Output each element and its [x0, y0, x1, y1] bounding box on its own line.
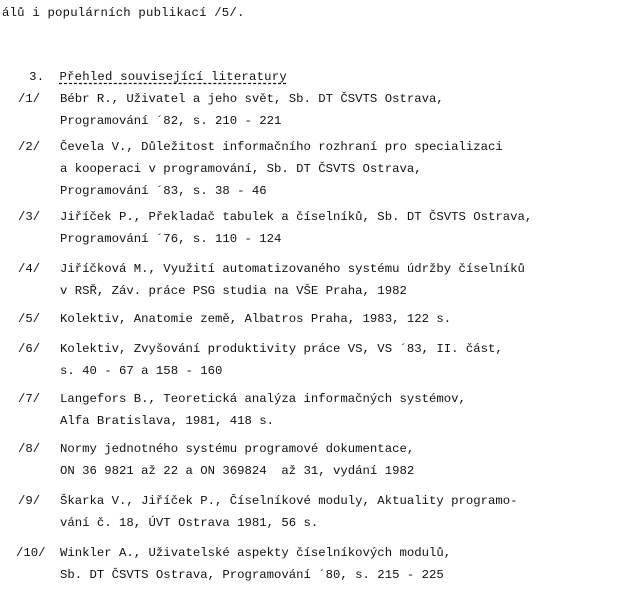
reference-number: /8/ — [18, 442, 41, 456]
reference-number: /3/ — [18, 210, 41, 224]
section-title: Přehled související literatury — [59, 70, 287, 84]
reference-line: Programování ´76, s. 110 - 124 — [60, 232, 282, 246]
reference-line: Winkler A., Uživatelské aspekty číselníkových modulů, — [60, 546, 452, 560]
section-number: 3. — [29, 70, 45, 84]
reference-number: /6/ — [18, 342, 41, 356]
reference-number: /2/ — [18, 140, 41, 154]
section-heading — [14, 44, 287, 88]
reference-line: Škarka V., Jiříček P., Číselníkové moduly, Aktuality programo- — [60, 494, 518, 508]
reference-number: /1/ — [18, 92, 41, 106]
reference-number: /4/ — [18, 262, 41, 276]
reference-line: vání č. 18, ÚVT Ostrava 1981, 56 s. — [60, 516, 319, 530]
reference-number: /10/ — [16, 546, 46, 560]
reference-line: Alfa Bratislava, 1981, 418 s. — [60, 414, 275, 428]
reference-line: Čevela V., Důležitost informačního rozhraní pro specializaci — [60, 140, 503, 154]
intro-line: álů i populárních publikací /5/. — [2, 6, 245, 20]
reference-line: Jiříček P., Překladač tabulek a číselníků, Sb. DT ČSVTS Ostrava, — [60, 210, 533, 224]
reference-line: Kolektiv, Anatomie země, Albatros Praha, 1983, 122 s. — [60, 312, 452, 326]
reference-number: /9/ — [18, 494, 41, 508]
reference-line: Kolektiv, Zvyšování produktivity práce VS, VS ´83, II. část, — [60, 342, 503, 356]
reference-line: Sb. DT ČSVTS Ostrava, Programování ´80, s. 215 - 225 — [60, 568, 444, 582]
reference-line: Programování ´82, s. 210 - 221 — [60, 114, 282, 128]
reference-number: /5/ — [18, 312, 41, 326]
reference-line: Programování ´83, s. 38 - 46 — [60, 184, 267, 198]
reference-line: Bébr R., Uživatel a jeho svět, Sb. DT ČSVTS Ostrava, — [60, 92, 444, 106]
reference-line: v RSŘ, Záv. práce PSG studia na VŠE Praha, 1982 — [60, 284, 407, 298]
reference-line: Jiříčková M., Využití automatizovaného systému údržby číselníků — [60, 262, 525, 276]
reference-line: Langefors B., Teoretická analýza informačných systémov, — [60, 392, 466, 406]
reference-number: /7/ — [18, 392, 41, 406]
reference-line: a kooperaci v programování, Sb. DT ČSVTS Ostrava, — [60, 162, 422, 176]
reference-line: Normy jednotného systému programové dokumentace, — [60, 442, 415, 456]
reference-line: s. 40 - 67 a 158 - 160 — [60, 364, 223, 378]
reference-line: ON 36 9821 až 22 a ON 369824 až 31, vydání 1982 — [60, 464, 415, 478]
